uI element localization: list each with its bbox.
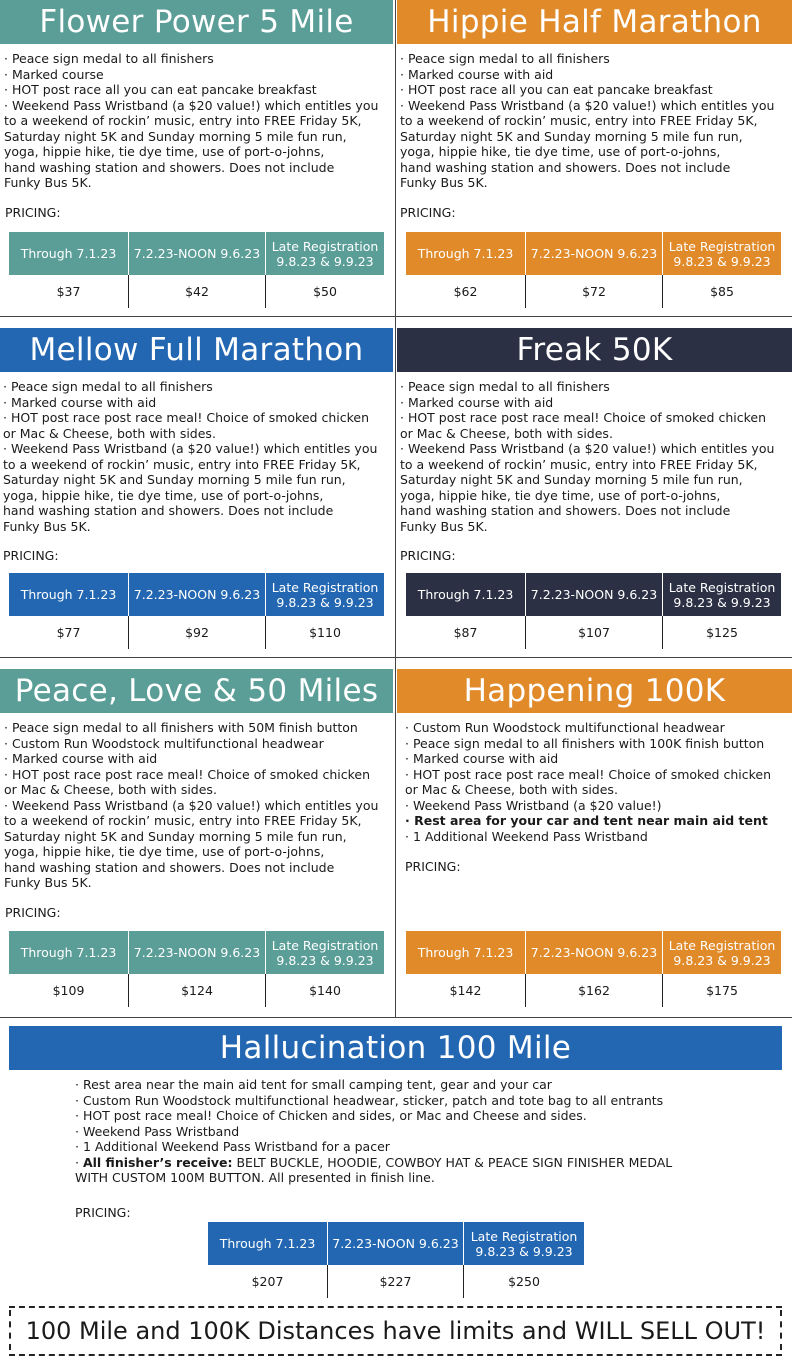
- price-header: Late Registration 9.8.23 & 9.9.23: [668, 937, 776, 968]
- price-header: Late Registration 9.8.23 & 9.9.23: [668, 579, 776, 610]
- price-value: $72: [526, 275, 663, 308]
- feature-line: Saturday night 5K and Sunday morning 5 mile fun run,: [4, 128, 347, 144]
- row-divider: [0, 1017, 792, 1018]
- feature-line: to a weekend of rockin’ music, entry into FREE Friday 5K,: [4, 113, 362, 128]
- race-title: Mellow Full Marathon: [0, 328, 393, 372]
- race-card-happening-100k: [397, 669, 792, 1017]
- price-value: $77: [9, 616, 129, 649]
- price-header: Late Registration 9.8.23 & 9.9.23: [470, 1228, 578, 1259]
- feature-line: · HOT post race post race meal! Choice of smoked chicken: [3, 410, 369, 425]
- feature-line: · HOT post race meal! Choice of Chicken and sides, or Mac and Cheese and sides.: [75, 1108, 587, 1123]
- feature-line: · Peace sign medal to all finishers: [400, 379, 610, 394]
- feature-line: or Mac & Cheese, both with sides.: [405, 782, 618, 797]
- feature-line: · Peace sign medal to all finishers with 100K finish button: [405, 735, 765, 751]
- race-features: [405, 720, 790, 844]
- feature-line: · 1 Additional Weekend Pass Wristband: [405, 828, 648, 844]
- race-card-hippie-half: [397, 0, 792, 316]
- price-value: $42: [129, 275, 266, 308]
- feature-line: yoga, hippie hike, tie dye time, use of port-o-johns,: [4, 844, 325, 859]
- column-divider: [395, 0, 396, 1018]
- price-table: [406, 573, 781, 649]
- feature-line: · HOT post race post race meal! Choice of smoked chicken: [400, 410, 766, 425]
- race-card-mellow-full: [0, 328, 393, 656]
- price-header: 7.2.23-NOON 9.6.23: [526, 573, 663, 616]
- price-header: Through 7.1.23: [406, 573, 526, 616]
- feature-line: Saturday night 5K and Sunday morning 5 mile fun run,: [400, 128, 743, 144]
- feature-line: · Weekend Pass Wristband (a $20 value!): [405, 797, 662, 813]
- price-value: $124: [129, 974, 266, 1007]
- price-value: $140: [309, 983, 341, 998]
- price-table: [9, 232, 384, 308]
- feature-line: · HOT post race post race meal! Choice of smoked chicken: [405, 766, 771, 782]
- pricing-label: PRICING:: [400, 205, 456, 220]
- pricing-label: PRICING:: [5, 905, 61, 920]
- finisher-items: BELT BUCKLE, HOODIE, COWBOY HAT & PEACE SIGN FINISHER MEDAL: [232, 1154, 673, 1170]
- feature-line: hand washing station and showers. Does not include: [4, 159, 335, 175]
- price-value: $142: [406, 974, 526, 1007]
- price-header: 7.2.23-NOON 9.6.23: [129, 931, 266, 974]
- sell-out-banner: 100 Mile and 100K Distances have limits and WILL SELL OUT!: [9, 1306, 782, 1356]
- feature-line: · Peace sign medal to all finishers: [400, 51, 610, 66]
- price-value: $125: [706, 625, 738, 640]
- feature-line: Funky Bus 5K.: [3, 518, 91, 534]
- race-card-peace-love-50: [0, 669, 393, 1017]
- feature-line: Funky Bus 5K.: [400, 175, 488, 190]
- race-features: [75, 1077, 780, 1186]
- feature-line: · Peace sign medal to all finishers: [4, 51, 214, 66]
- finisher-label: All finisher’s receive:: [82, 1154, 233, 1170]
- feature-line: Funky Bus 5K.: [4, 875, 92, 890]
- price-header: 7.2.23-NOON 9.6.23: [129, 232, 266, 275]
- race-card-flower-power: [0, 0, 393, 316]
- feature-line: yoga, hippie hike, tie dye time, use of port-o-johns,: [4, 144, 325, 159]
- price-header: Late Registration 9.8.23 & 9.9.23: [271, 579, 379, 610]
- row-divider: [0, 657, 792, 658]
- feature-line: to a weekend of rockin’ music, entry into FREE Friday 5K,: [3, 456, 361, 472]
- price-value: $107: [526, 616, 663, 649]
- feature-line: to a weekend of rockin’ music, entry into FREE Friday 5K,: [400, 456, 758, 472]
- feature-line: · Weekend Pass Wristband: [75, 1123, 240, 1139]
- price-table: [9, 573, 384, 649]
- race-features: [400, 379, 790, 534]
- feature-line: · Custom Run Woodstock multifunctional headwear: [4, 735, 324, 751]
- feature-line: · Marked course with aid: [405, 751, 559, 766]
- price-header: Through 7.1.23: [9, 931, 129, 974]
- feature-line: or Mac & Cheese, both with sides.: [3, 425, 216, 441]
- race-card-hallucination-100: [9, 1026, 782, 1301]
- feature-line: · Peace sign medal to all finishers with 50M finish button: [4, 720, 358, 735]
- feature-line: hand washing station and showers. Does not include: [400, 159, 731, 175]
- feature-line: · Marked course with aid: [400, 66, 554, 82]
- price-value: $109: [9, 974, 129, 1007]
- feature-line: · Custom Run Woodstock multifunctional headwear, sticker, patch and tote bag to all entrants: [75, 1092, 664, 1108]
- pricing-label: PRICING:: [400, 548, 456, 563]
- price-header: Late Registration 9.8.23 & 9.9.23: [271, 937, 379, 968]
- feature-line: · Weekend Pass Wristband (a $20 value!) which entitles you: [4, 797, 379, 813]
- feature-line: · Marked course with aid: [4, 751, 158, 766]
- feature-line: or Mac & Cheese, both with sides.: [400, 425, 613, 441]
- race-card-freak-50k: [397, 328, 792, 656]
- race-title: Happening 100K: [397, 669, 792, 713]
- feature-line: · Weekend Pass Wristband (a $20 value!) which entitles you: [3, 441, 378, 456]
- feature-line: to a weekend of rockin’ music, entry into FREE Friday 5K,: [400, 113, 758, 128]
- price-value: $92: [129, 616, 266, 649]
- feature-line: · Marked course with aid: [3, 394, 157, 410]
- feature-line: · HOT post race all you can eat pancake breakfast: [4, 82, 317, 97]
- price-header: Through 7.1.23: [406, 931, 526, 974]
- race-title: Flower Power 5 Mile: [0, 0, 393, 44]
- feature-line: Funky Bus 5K.: [4, 175, 92, 190]
- feature-line: · Weekend Pass Wristband (a $20 value!) which entitles you: [400, 97, 775, 113]
- feature-line: hand washing station and showers. Does not include: [3, 503, 334, 518]
- price-value: $50: [313, 284, 337, 299]
- price-value: $37: [9, 275, 129, 308]
- pricing-label: PRICING:: [405, 859, 461, 874]
- price-value: $87: [406, 616, 526, 649]
- pricing-label: PRICING:: [75, 1205, 131, 1220]
- pricing-label: PRICING:: [3, 548, 59, 563]
- price-header: 7.2.23-NOON 9.6.23: [328, 1222, 464, 1265]
- feature-line: hand washing station and showers. Does not include: [4, 859, 335, 875]
- price-table: [406, 232, 781, 308]
- race-features: [400, 51, 790, 191]
- finisher-prefix: ·: [75, 1154, 83, 1170]
- feature-line: yoga, hippie hike, tie dye time, use of port-o-johns,: [3, 487, 324, 503]
- race-features: [3, 379, 391, 534]
- feature-line: · 1 Additional Weekend Pass Wristband for a pacer: [75, 1139, 390, 1154]
- feature-line: · Weekend Pass Wristband (a $20 value!) which entitles you: [4, 97, 379, 113]
- price-table: [9, 931, 384, 1007]
- feature-line: or Mac & Cheese, both with sides.: [4, 782, 217, 797]
- feature-line: hand washing station and showers. Does not include: [400, 503, 731, 518]
- feature-line: · Marked course with aid: [400, 394, 554, 410]
- feature-line: Saturday night 5K and Sunday morning 5 mile fun run,: [3, 472, 346, 487]
- feature-line: · HOT post race post race meal! Choice of smoked chicken: [4, 766, 370, 782]
- feature-line: · Rest area for your car and tent near main aid tent: [405, 813, 768, 828]
- price-header: Through 7.1.23: [406, 232, 526, 275]
- price-value: $110: [309, 625, 341, 640]
- feature-line: · Custom Run Woodstock multifunctional headwear: [405, 720, 725, 735]
- feature-line: Saturday night 5K and Sunday morning 5 mile fun run,: [4, 828, 347, 844]
- row-divider: [0, 316, 792, 317]
- feature-line: to a weekend of rockin’ music, entry into FREE Friday 5K,: [4, 813, 362, 828]
- price-value: $227: [328, 1265, 464, 1298]
- race-title: Hallucination 100 Mile: [9, 1026, 782, 1070]
- price-header: 7.2.23-NOON 9.6.23: [526, 931, 663, 974]
- price-header: Through 7.1.23: [9, 573, 129, 616]
- race-features: [4, 51, 391, 191]
- price-value: $85: [710, 284, 734, 299]
- price-table: [208, 1222, 584, 1298]
- price-header: Through 7.1.23: [9, 232, 129, 275]
- feature-line: yoga, hippie hike, tie dye time, use of port-o-johns,: [400, 487, 721, 503]
- price-value: $162: [526, 974, 663, 1007]
- race-title: Hippie Half Marathon: [397, 0, 792, 44]
- price-value: $62: [406, 275, 526, 308]
- price-value: $207: [208, 1265, 328, 1298]
- feature-line: · Marked course: [4, 66, 104, 82]
- feature-line: · Rest area near the main aid tent for small camping tent, gear and your car: [75, 1077, 552, 1092]
- pricing-label: PRICING:: [5, 205, 61, 220]
- race-features: [4, 720, 391, 891]
- price-header: Through 7.1.23: [208, 1222, 328, 1265]
- feature-line: · Weekend Pass Wristband (a $20 value!) which entitles you: [400, 441, 775, 456]
- feature-line: Saturday night 5K and Sunday morning 5 mile fun run,: [400, 472, 743, 487]
- feature-line: · Peace sign medal to all finishers: [3, 379, 213, 394]
- finisher-line-2: WITH CUSTOM 100M BUTTON. All presented in finish line.: [75, 1170, 435, 1185]
- price-header: Late Registration 9.8.23 & 9.9.23: [271, 238, 379, 269]
- feature-line: · HOT post race all you can eat pancake breakfast: [400, 82, 713, 97]
- price-header: 7.2.23-NOON 9.6.23: [526, 232, 663, 275]
- price-header: 7.2.23-NOON 9.6.23: [129, 573, 266, 616]
- feature-line: yoga, hippie hike, tie dye time, use of port-o-johns,: [400, 144, 721, 159]
- price-value: $250: [508, 1274, 540, 1289]
- price-header: Late Registration 9.8.23 & 9.9.23: [668, 238, 776, 269]
- feature-line: Funky Bus 5K.: [400, 518, 488, 534]
- race-title: Freak 50K: [397, 328, 792, 372]
- finisher-line: [75, 1155, 780, 1171]
- race-title: Peace, Love & 50 Miles: [0, 669, 393, 713]
- price-table: [406, 931, 781, 1007]
- price-value: $175: [706, 983, 738, 998]
